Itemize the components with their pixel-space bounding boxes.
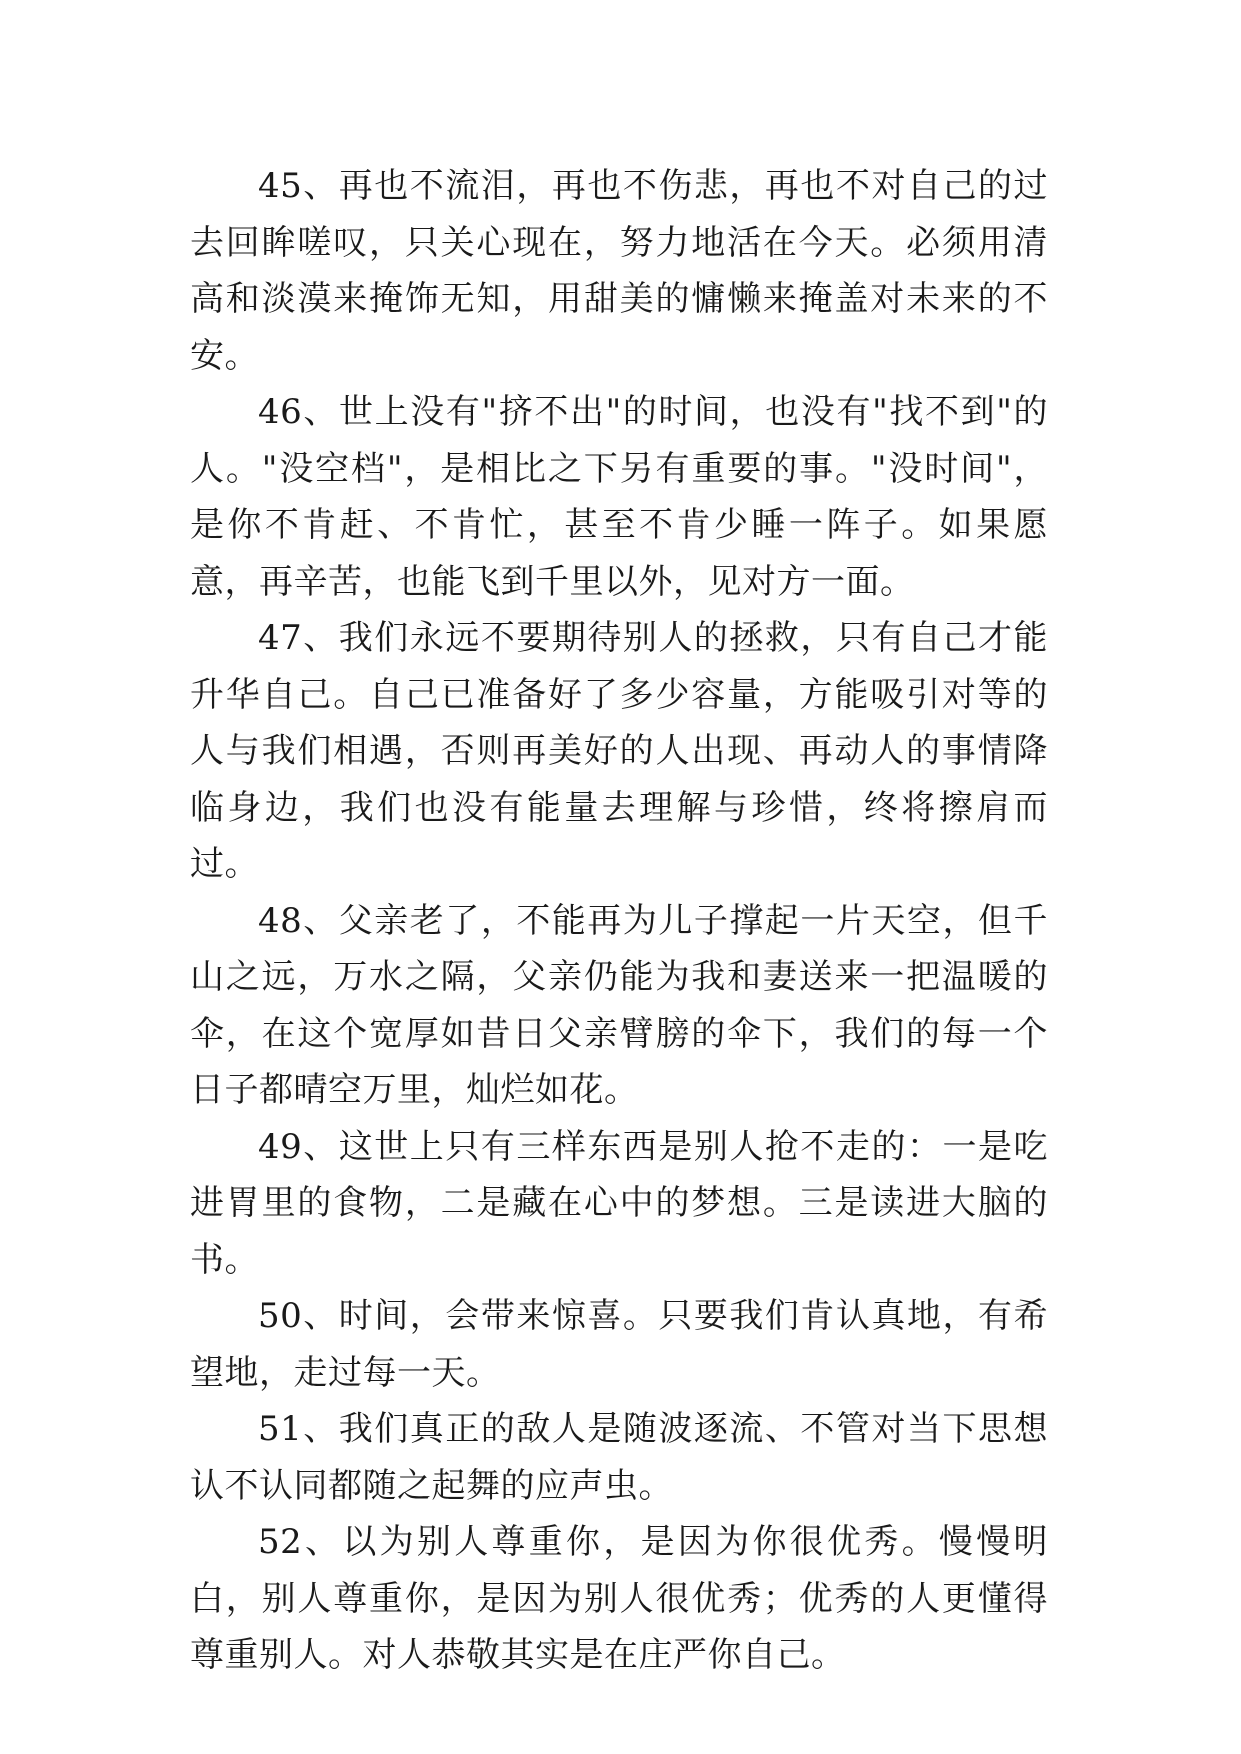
paragraph-50: 50、时间，会带来惊喜。只要我们肯认真地，有希望地，走过每一天。 [190,1296,1048,1393]
paragraph-47: 47、我们永远不要期待别人的拯救，只有自己才能升华自己。自己已准备好了多少容量，方能吸引对等的人与我们相遇，否则再美好的人出现、再动人的事情降临身边，我们也没有能量去理解与珍惜，终将擦肩而过。 [190,618,1048,884]
paragraph-46: 46、世上没有"挤不出"的时间，也没有"找不到"的人。"没空档"，是相比之下另有重要的事。"没时间"，是你不肯赶、不肯忙，甚至不肯少睡一阵子。如果愿意，再辛苦，也能飞到千里以外，见对方一面。 [190,392,1048,602]
paragraph-52: 52、以为别人尊重你，是因为你很优秀。慢慢明白，别人尊重你，是因为别人很优秀；优秀的人更懂得尊重别人。对人恭敬其实是在庄严你自己。 [190,1522,1048,1675]
paragraph-45: 45、再也不流泪，再也不伤悲，再也不对自己的过去回眸嗟叹，只关心现在，努力地活在今天。必须用清高和淡漠来掩饰无知，用甜美的慵懒来掩盖对未来的不安。 [190,166,1048,376]
paragraph-51: 51、我们真正的敌人是随波逐流、不管对当下思想认不认同都随之起舞的应声虫。 [190,1409,1048,1506]
paragraph-49: 49、这世上只有三样东西是别人抢不走的：一是吃进胃里的食物，二是藏在心中的梦想。三是读进大脑的书。 [190,1126,1048,1280]
document-body [190,158,1048,1684]
paragraph-48: 48、父亲老了，不能再为儿子撑起一片天空，但千山之远，万水之隔，父亲仍能为我和妻送来一把温暖的伞，在这个宽厚如昔日父亲臂膀的伞下，我们的每一个日子都晴空万里，灿烂如花。 [190,900,1048,1110]
